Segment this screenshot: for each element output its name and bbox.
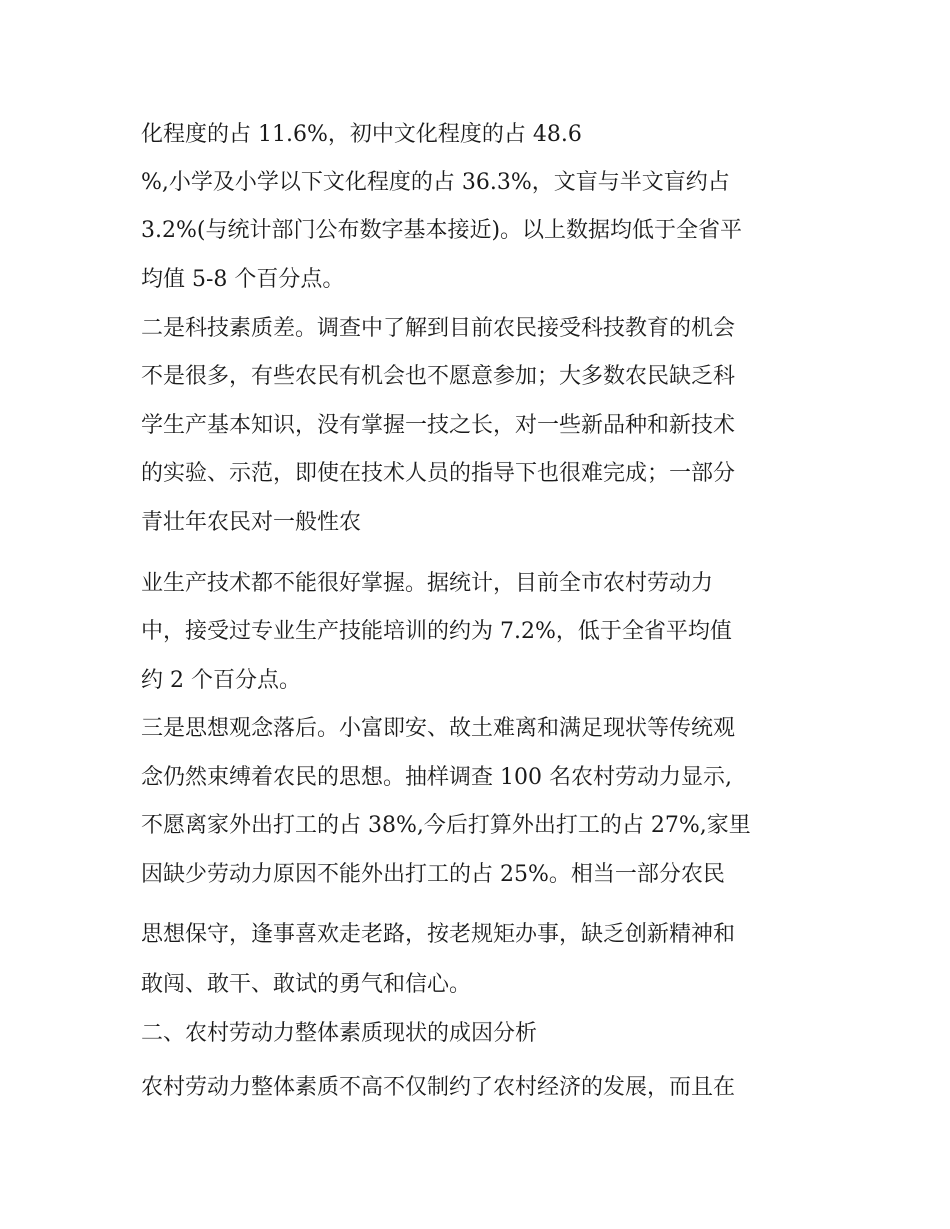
text-line: 三是思想观念落后。小富即安、故土难离和满足现状等传统观	[141, 716, 736, 741]
text-line: 学生产基本知识，没有掌握一技之长，对一些新品种和新技术	[141, 413, 736, 438]
text-line: 的实验、示范，即使在技术人员的指导下也很难完成；一部分	[141, 461, 736, 486]
text-line: 化程度的占 11.6%，初中文化程度的占 48.6	[141, 122, 582, 147]
text-line: 念仍然束缚着农民的思想。抽样调查 100 名农村劳动力显示,	[141, 765, 732, 790]
text-line: 敢闯、敢干、敢试的勇气和信心。	[141, 972, 472, 997]
text-line: 中，接受过专业生产技能培训的约为 7.2%，低于全省平均值	[141, 619, 732, 644]
text-line: 农村劳动力整体素质不高不仅制约了农村经济的发展，而且在	[141, 1075, 736, 1100]
text-line: 不愿离家外出打工的占 38%,今后打算外出打工的占 27%,家里	[141, 813, 751, 838]
text-line: 思想保守，逢事喜欢走老路，按老规矩办事，缺乏创新精神和	[141, 922, 736, 947]
text-line: %,小学及小学以下文化程度的占 36.3%，文盲与半文盲约占	[141, 170, 730, 195]
text-line: 青壮年农民对一般性农	[141, 510, 362, 535]
section-heading: 二、农村劳动力整体素质现状的成因分析	[141, 1021, 538, 1046]
text-line: 约 2 个百分点。	[141, 668, 301, 693]
text-line: 均值 5-8 个百分点。	[141, 267, 345, 292]
text-line: 3.2%(与统计部门公布数字基本接近)。以上数据均低于全省平	[141, 218, 743, 243]
text-line: 因缺少劳动力原因不能外出打工的占 25%。相当一部分农民	[141, 862, 725, 887]
text-line: 业生产技术都不能很好掌握。据统计，目前全市农村劳动力	[141, 571, 714, 596]
text-line: 不是很多，有些农民有机会也不愿意参加；大多数农民缺乏科	[141, 364, 736, 389]
text-line: 二是科技素质差。调查中了解到目前农民接受科技教育的机会	[141, 316, 736, 341]
